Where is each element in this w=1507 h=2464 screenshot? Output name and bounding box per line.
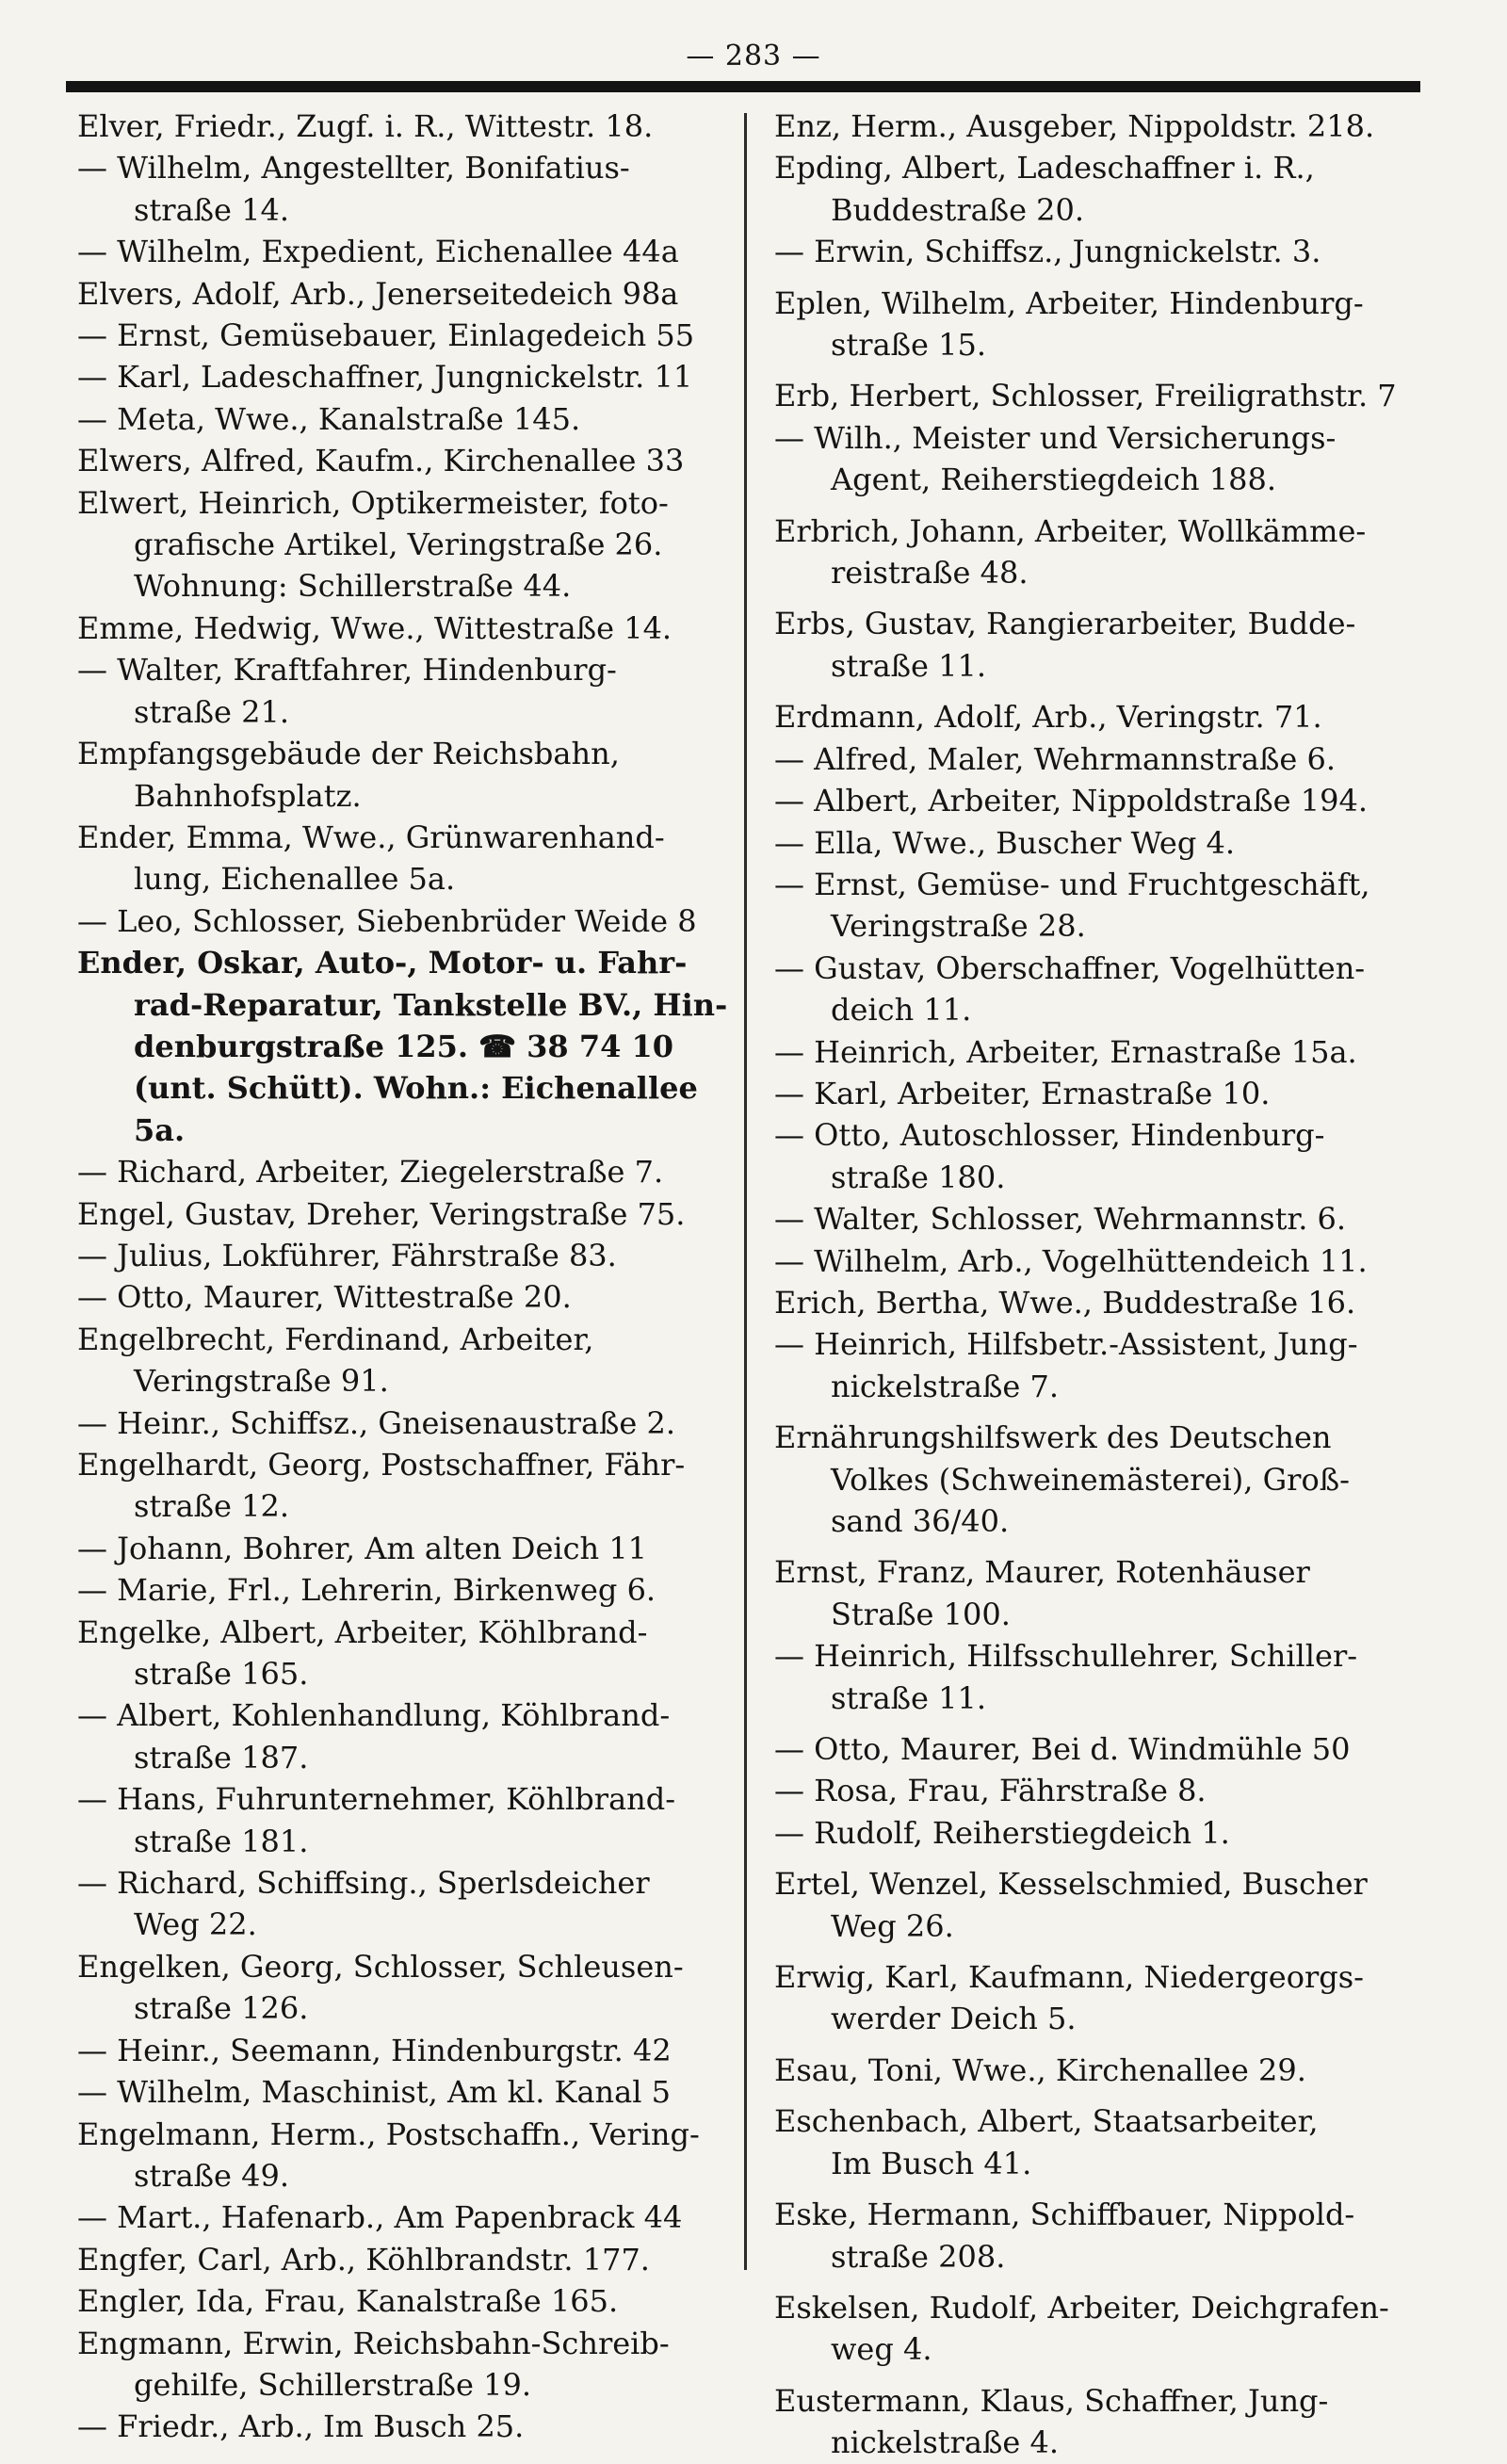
page-number: — 283 —	[686, 40, 821, 73]
directory-entry: — Rosa, Frau, Fährstraße 8.	[774, 1773, 1207, 1809]
directory-entry: Esau, Toni, Wwe., Kirchenallee 29.	[774, 2051, 1306, 2088]
directory-entry: Elwert, Heinrich, Optikermeister, foto- grafische Artikel, Veringstraße 26. Wohnung: Schillerstraße 44.	[77, 484, 669, 605]
directory-entry: — Heinrich, Arbeiter, Ernastraße 15a.	[774, 1033, 1357, 1070]
directory-entry: Elwers, Alfred, Kaufm., Kirchenallee 33	[77, 443, 685, 479]
directory-entry: Engelken, Georg, Schlosser, Schleusen- straße 126.	[77, 1948, 684, 2027]
directory-entry: Engelhardt, Georg, Postschaffner, Fähr- straße 12.	[77, 1447, 686, 1525]
directory-entry: Engel, Gustav, Dreher, Veringstraße 75.	[77, 1195, 686, 1232]
directory-entry: — Ella, Wwe., Buscher Weg 4.	[774, 824, 1236, 861]
directory-entry: Ernst, Franz, Maurer, Rotenhäuser Straße 100.	[774, 1554, 1310, 1632]
directory-entry: Engelbrecht, Ferdinand, Arbeiter, Veringstraße 91.	[77, 1321, 594, 1400]
directory-entry: Ender, Emma, Wwe., Grünwarenhand- lung, Eichenallee 5a.	[77, 819, 665, 898]
directory-entry: Enz, Herm., Ausgeber, Nippoldstr. 218.	[774, 108, 1375, 144]
directory-entry: Ernährungshilfswerk des Deutschen Volkes (Schweinemästerei), Groß- sand 36/40.	[774, 1419, 1350, 1539]
directory-entry: — Ernst, Gemüse- und Fruchtgeschäft, Veringstraße 28.	[774, 866, 1370, 945]
directory-entry: — Hans, Fuhrunternehmer, Köhlbrand- straße 181.	[77, 1781, 676, 1859]
directory-entry: Elvers, Adolf, Arb., Jenerseitedeich 98a	[77, 275, 679, 312]
directory-entry: Engelmann, Herm., Postschaffn., Vering- straße 49.	[77, 2115, 700, 2194]
directory-entry: — Albert, Kohlenhandlung, Köhlbrand- straße 187.	[77, 1697, 671, 1775]
directory-entry: Eske, Hermann, Schiffbauer, Nippold- straße 208.	[774, 2197, 1355, 2275]
directory-entry: Erich, Bertha, Wwe., Buddestraße 16.	[774, 1284, 1356, 1321]
directory-entry: Engfer, Carl, Arb., Köhlbrandstr. 177.	[77, 2241, 650, 2278]
directory-entry: — Richard, Arbeiter, Ziegelerstraße 7.	[77, 1154, 664, 1191]
directory-entry: — Otto, Maurer, Bei d. Windmühle 50	[774, 1731, 1351, 1768]
directory-entry: Eplen, Wilhelm, Arbeiter, Hindenburg- straße 15.	[774, 284, 1364, 364]
directory-entry: — Erwin, Schiffsz., Jungnickelstr. 3.	[774, 234, 1321, 270]
directory-entry: Erbs, Gustav, Rangierarbeiter, Budde- straße 11.	[774, 606, 1356, 684]
directory-entry: Erb, Herbert, Schlosser, Freiligrathstr. 7	[774, 378, 1397, 414]
directory-entry: — Otto, Autoschlosser, Hindenburg- straße 180.	[774, 1117, 1325, 1195]
directory-entry: — Heinr., Seemann, Hindenburgstr. 42	[77, 2032, 672, 2068]
directory-entry: — Wilh., Meister und Versicherungs- Agent, Reiherstiegdeich 188.	[774, 419, 1337, 498]
directory-entry: Emme, Hedwig, Wwe., Wittestraße 14.	[77, 609, 672, 646]
directory-entry: — Wilhelm, Angestellter, Bonifatius- straße 14.	[77, 150, 630, 228]
directory-entry: — Richard, Schiffsing., Sperlsdeicher Weg 22.	[77, 1865, 650, 1943]
directory-entry: Empfangsgebäude der Reichsbahn, Bahnhofsplatz.	[77, 736, 620, 814]
directory-entry: Ertel, Wenzel, Kesselschmied, Buscher Weg 26.	[774, 1866, 1368, 1944]
directory-entry: — Wilhelm, Expedient, Eichenallee 44a	[77, 234, 679, 270]
directory-entry: — Wilhelm, Maschinist, Am kl. Kanal 5	[77, 2074, 671, 2111]
directory-entry: — Albert, Arbeiter, Nippoldstraße 194.	[774, 783, 1368, 819]
directory-entry: — Karl, Ladeschaffner, Jungnickelstr. 11	[77, 359, 693, 396]
left-column	[77, 105, 737, 2445]
directory-entry: — Wilhelm, Arb., Vogelhüttendeich 11.	[774, 1242, 1368, 1279]
directory-entry: — Rudolf, Reiherstiegdeich 1.	[774, 1814, 1230, 1851]
directory-entry: — Heinrich, Hilfsbetr.-Assistent, Jung- nickelstraße 7.	[774, 1326, 1358, 1404]
directory-entry: — Leo, Schlosser, Siebenbrüder Weide 8	[77, 902, 697, 939]
directory-entry: — Johann, Bohrer, Am alten Deich 11	[77, 1530, 648, 1566]
directory-entry: — Meta, Wwe., Kanalstraße 145.	[77, 400, 581, 437]
column-divider	[744, 113, 747, 2270]
directory-entry: — Walter, Kraftfahrer, Hindenburg- straße 21.	[77, 652, 617, 730]
directory-entry: — Heinr., Schiffsz., Gneisenaustraße 2.	[77, 1404, 676, 1441]
directory-entry: — Marie, Frl., Lehrerin, Birkenweg 6.	[77, 1572, 656, 1609]
directory-entry: — Gustav, Oberschaffner, Vogelhütten- deich 11.	[774, 949, 1366, 1029]
directory-entry: — Alfred, Maler, Wehrmannstraße 6.	[774, 740, 1336, 777]
top-rule	[66, 81, 1420, 92]
directory-entry: Engler, Ida, Frau, Kanalstraße 165.	[77, 2283, 619, 2320]
directory-entry: Erwig, Karl, Kaufmann, Niedergeorgs- werder Deich 5.	[774, 1959, 1364, 2037]
directory-entry: Erdmann, Adolf, Arb., Veringstr. 71.	[774, 699, 1322, 736]
directory-entry: Engelke, Albert, Arbeiter, Köhlbrand- straße 165.	[77, 1613, 648, 1693]
directory-entry: — Walter, Schlosser, Wehrmannstr. 6.	[774, 1201, 1347, 1238]
directory-entry-advertisement: Ender, Oskar, Auto-, Motor- u. Fahr- rad-Reparatur, Tankstelle BV., Hin- denburgstraße 125. ☎ 38 74 10 (unt. Schütt). Wohn.: Eichenallee 5a.	[77, 945, 728, 1148]
directory-entry: — Karl, Arbeiter, Ernastraße 10.	[774, 1075, 1271, 1111]
directory-entry: Eschenbach, Albert, Staatsarbeiter, Im Busch 41.	[774, 2103, 1319, 2181]
directory-entry: — Heinrich, Hilfsschullehrer, Schiller- straße 11.	[774, 1638, 1358, 1716]
directory-entry: — Mart., Hafenarb., Am Papenbrack 44	[77, 2199, 683, 2236]
directory-entry: — Ernst, Gemüsebauer, Einlagedeich 55	[77, 317, 695, 354]
directory-entry: — Friedr., Arb., Im Busch 25.	[77, 2408, 525, 2445]
directory-entry: Eustermann, Klaus, Schaffner, Jung- nickelstraße 4.	[774, 2382, 1329, 2461]
right-column	[774, 105, 1434, 2461]
directory-entry: Erbrich, Johann, Arbeiter, Wollkämme- reistraße 48.	[774, 512, 1367, 592]
directory-entry: — Otto, Maurer, Wittestraße 20.	[77, 1279, 572, 1316]
directory-entry: Engmann, Erwin, Reichsbahn-Schreib- gehilfe, Schillerstraße 19.	[77, 2325, 670, 2403]
directory-entry: Epding, Albert, Ladeschaffner i. R., Buddestraße 20.	[774, 150, 1315, 228]
directory-entry: — Julius, Lokführer, Fährstraße 83.	[77, 1237, 617, 1273]
directory-entry: Eskelsen, Rudolf, Arbeiter, Deichgrafen- weg 4.	[774, 2289, 1389, 2368]
directory-entry: Elver, Friedr., Zugf. i. R., Wittestr. 18.	[77, 108, 654, 144]
